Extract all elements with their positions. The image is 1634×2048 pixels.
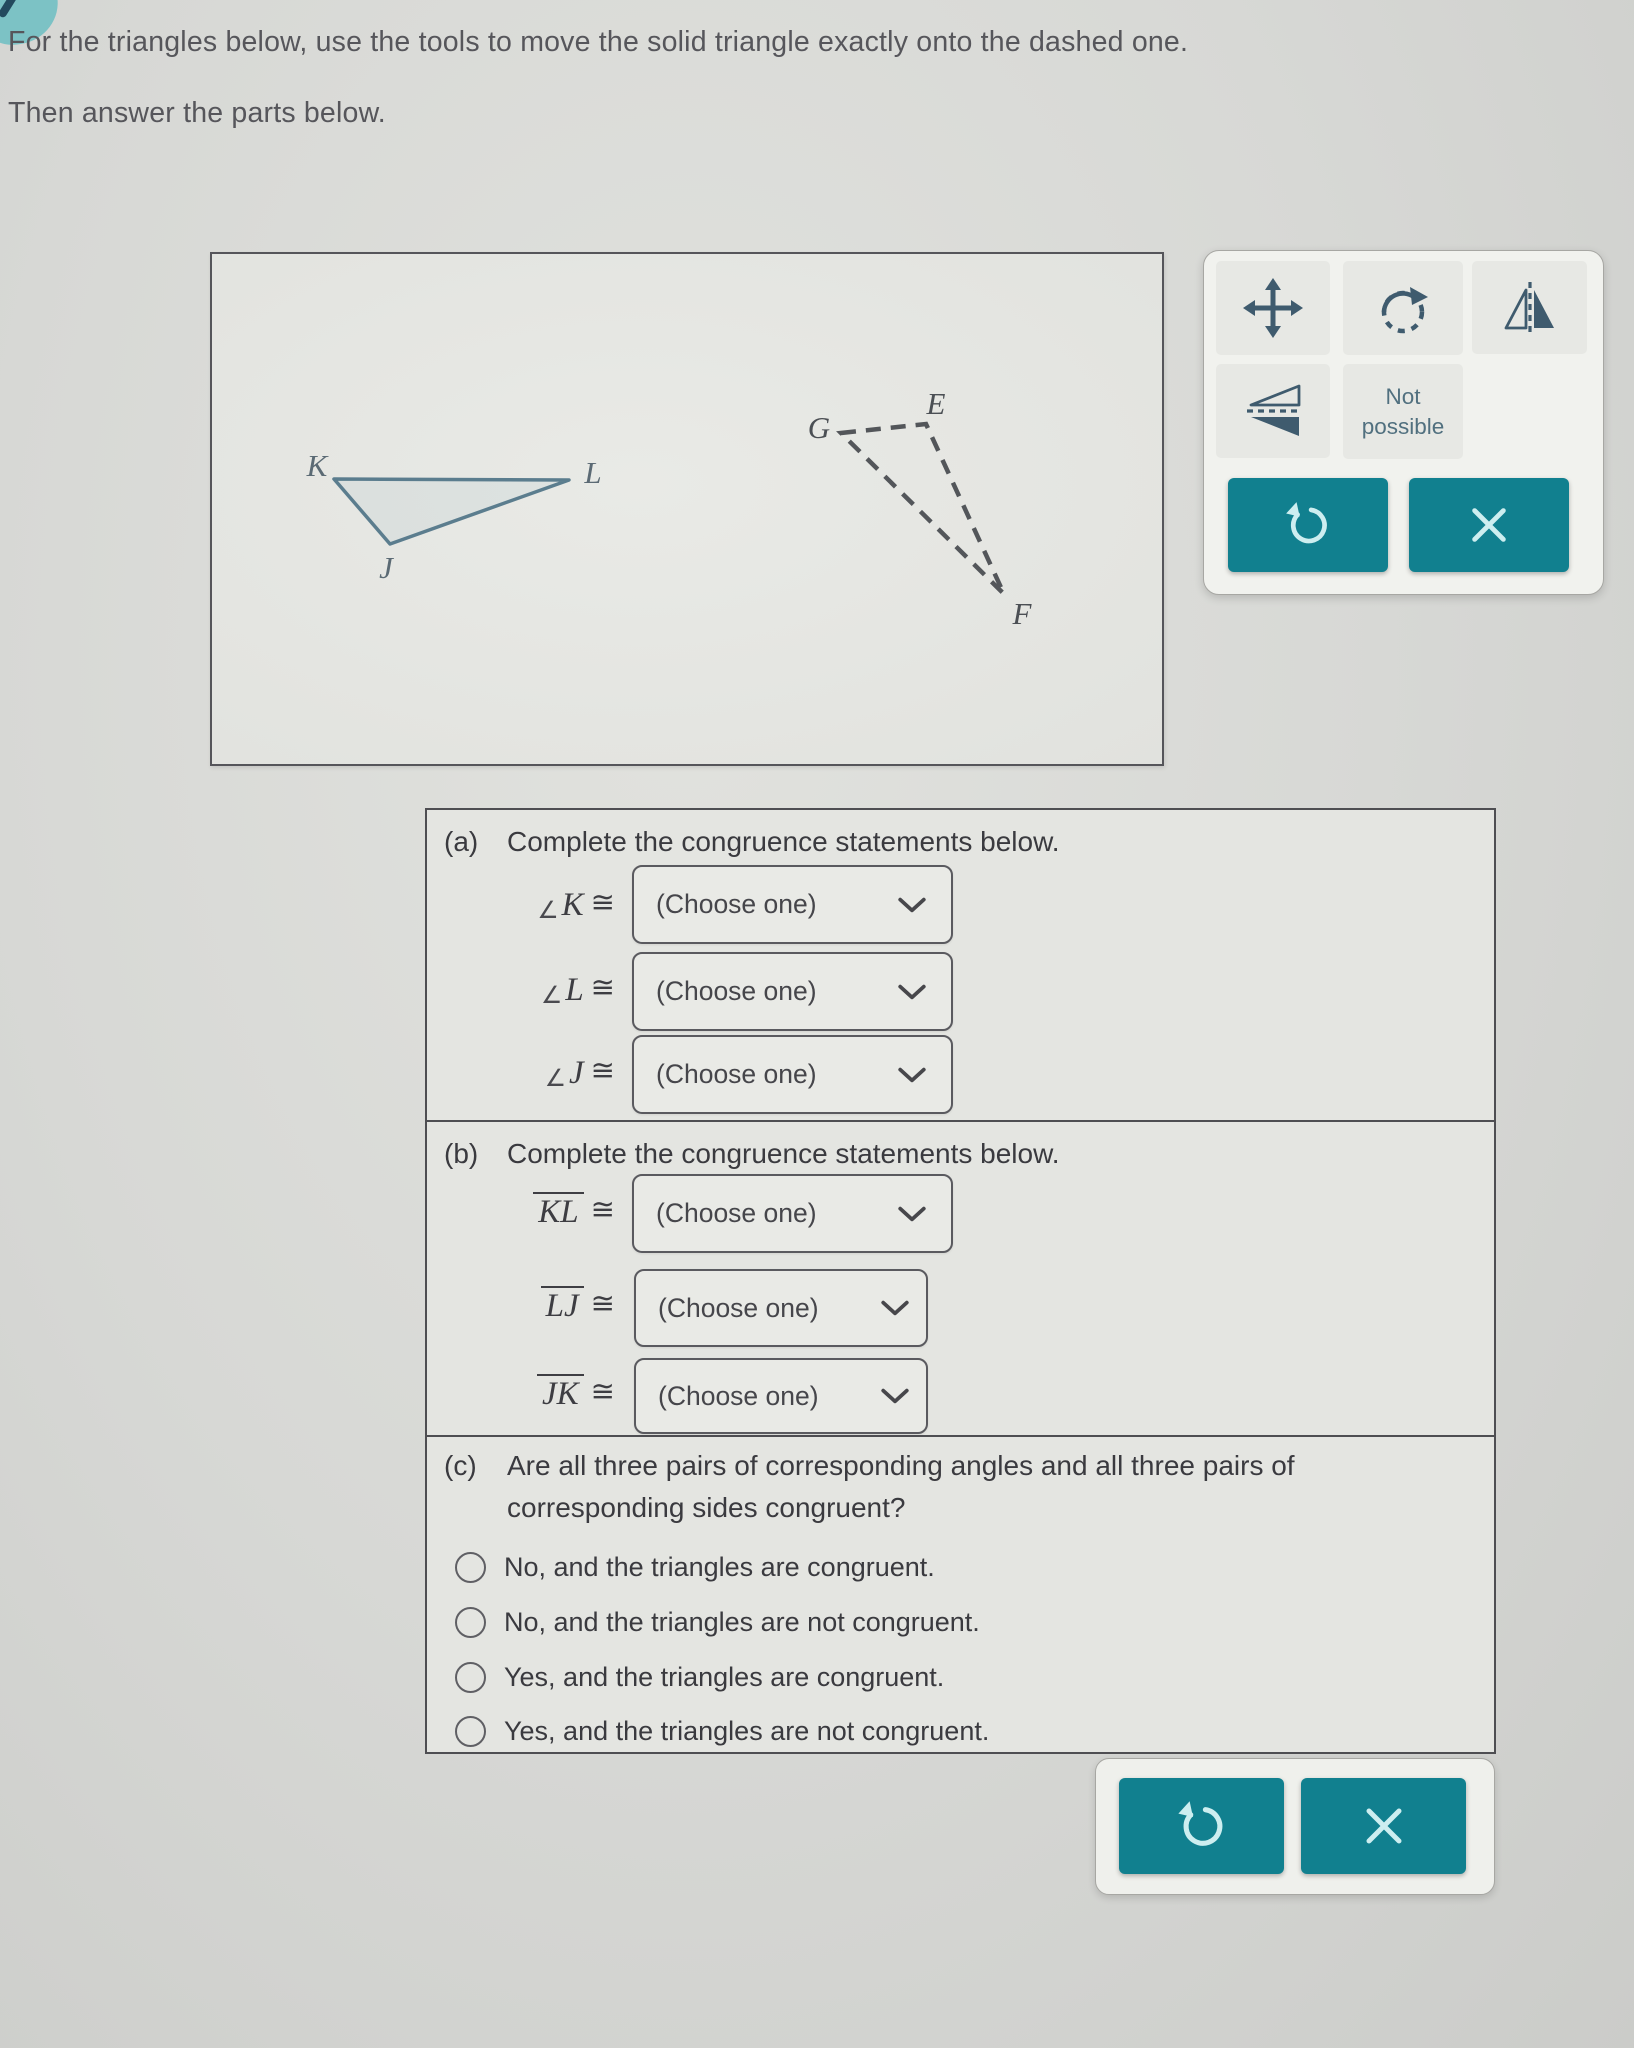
option-label-2: No, and the triangles are not congruent. [504, 1607, 980, 1637]
angle-symbol: ∠ [544, 1064, 567, 1092]
transform-tool-panel [1203, 250, 1604, 595]
chevron-down-icon [897, 983, 927, 1001]
option-row-1[interactable] [455, 1552, 935, 1583]
reflect-horizontal-icon [1241, 379, 1305, 443]
not-possible-label: Not possible [1361, 383, 1445, 439]
option-label-3: Yes, and the triangles are congruent. [504, 1662, 945, 1692]
radio-button-2[interactable] [455, 1607, 486, 1638]
segment-kl-dropdown[interactable] [632, 1174, 953, 1253]
radio-button-4[interactable] [455, 1716, 486, 1747]
close-icon [1360, 1802, 1408, 1850]
rotate-tool-button[interactable] [1343, 261, 1463, 355]
part-c-prompt-line1: Are all three pairs of corresponding angles and all three pairs of [507, 1450, 1295, 1481]
dropdown-value: (Choose one) [658, 1380, 819, 1411]
option-label-4: Yes, and the triangles are not congruent. [504, 1716, 990, 1746]
dropdown-value: (Choose one) [656, 1198, 817, 1228]
rotate-icon [1370, 275, 1436, 341]
chevron-down-icon [880, 1387, 910, 1405]
statement-segment-kl: KL ≅ [427, 1192, 615, 1231]
angle-k-dropdown[interactable] [632, 865, 953, 944]
part-b-prompt: Complete the congruence statements below. [507, 1138, 1060, 1169]
vertex-label-l: L [584, 455, 602, 490]
chevron-down-icon [897, 1066, 927, 1084]
instruction-line-1: For the triangles below, use the tools to move the solid triangle exactly onto the dashed one. [8, 26, 1189, 58]
statement-angle-l: ∠L ≅ [541, 970, 615, 1009]
undo-answer-button[interactable] [1119, 1778, 1284, 1874]
close-answer-button[interactable] [1301, 1778, 1466, 1874]
part-a-label: (a) [444, 826, 479, 857]
congruent-symbol: ≅ [590, 885, 615, 919]
part-b-label: (b) [444, 1138, 479, 1169]
undo-icon [1175, 1799, 1229, 1853]
reflect-vertical-icon [1498, 276, 1562, 340]
part-a-prompt: Complete the congruence statements below. [507, 826, 1060, 857]
angle-l-dropdown[interactable] [632, 952, 953, 1031]
move-tool-button[interactable] [1216, 261, 1330, 355]
congruent-symbol: ≅ [590, 1286, 615, 1320]
dropdown-value: (Choose one) [656, 889, 817, 919]
pen-mark-icon [0, 0, 26, 19]
instruction-line-2: Then answer the parts below. [8, 97, 386, 129]
section-divider [427, 1435, 1494, 1437]
option-row-2[interactable] [455, 1607, 980, 1638]
chevron-down-icon [880, 1299, 910, 1317]
angle-j-dropdown[interactable] [632, 1035, 953, 1114]
angle-symbol: ∠ [537, 896, 559, 924]
close-icon [1466, 502, 1512, 548]
vertex-label-g: G [807, 410, 831, 445]
dropdown-value: (Choose one) [656, 1059, 817, 1089]
answer-panel [425, 808, 1496, 1754]
dashed-triangle-gef [841, 424, 1004, 594]
close-button[interactable] [1409, 478, 1569, 572]
vertex-label-j: J [379, 550, 393, 585]
chevron-down-icon [897, 896, 927, 914]
geometry-canvas[interactable] [210, 252, 1164, 766]
part-c-label: (c) [444, 1450, 477, 1481]
statement-segment-lj: LJ ≅ [427, 1286, 615, 1325]
segment-lj-dropdown[interactable] [634, 1269, 928, 1347]
dropdown-value: (Choose one) [658, 1292, 819, 1323]
part-c-prompt-line2: corresponding sides congruent? [507, 1492, 906, 1523]
reflect-horizontal-tool-button[interactable] [1216, 364, 1330, 458]
not-possible-button[interactable] [1343, 364, 1463, 459]
option-row-3[interactable] [455, 1662, 944, 1693]
vertex-label-f: F [1012, 596, 1032, 631]
angle-symbol: ∠ [541, 981, 563, 1009]
option-label-1: No, and the triangles are congruent. [504, 1552, 935, 1582]
congruent-symbol: ≅ [590, 1053, 615, 1087]
segment-jk-dropdown[interactable] [634, 1358, 928, 1434]
vertex-label-k: K [306, 448, 328, 483]
reflect-vertical-tool-button[interactable] [1472, 261, 1587, 354]
congruent-symbol: ≅ [590, 1192, 615, 1226]
statement-angle-j: ∠J ≅ [544, 1053, 615, 1092]
radio-button-1[interactable] [455, 1552, 486, 1583]
triangles-figure [212, 254, 1162, 764]
solid-triangle-jkl[interactable] [334, 479, 569, 544]
radio-button-3[interactable] [455, 1662, 486, 1693]
vertex-label-e: E [926, 386, 946, 421]
bottom-action-panel [1095, 1758, 1495, 1895]
dropdown-value: (Choose one) [656, 976, 817, 1006]
statement-segment-jk: JK ≅ [427, 1374, 615, 1413]
undo-button[interactable] [1228, 478, 1388, 572]
section-divider [427, 1120, 1494, 1122]
undo-icon [1283, 500, 1333, 550]
move-icon [1241, 276, 1305, 340]
congruent-symbol: ≅ [590, 970, 615, 1004]
chevron-down-icon [897, 1205, 927, 1223]
option-row-4[interactable] [455, 1716, 989, 1747]
congruent-symbol: ≅ [590, 1374, 615, 1408]
statement-angle-k: ∠K ≅ [537, 885, 615, 924]
